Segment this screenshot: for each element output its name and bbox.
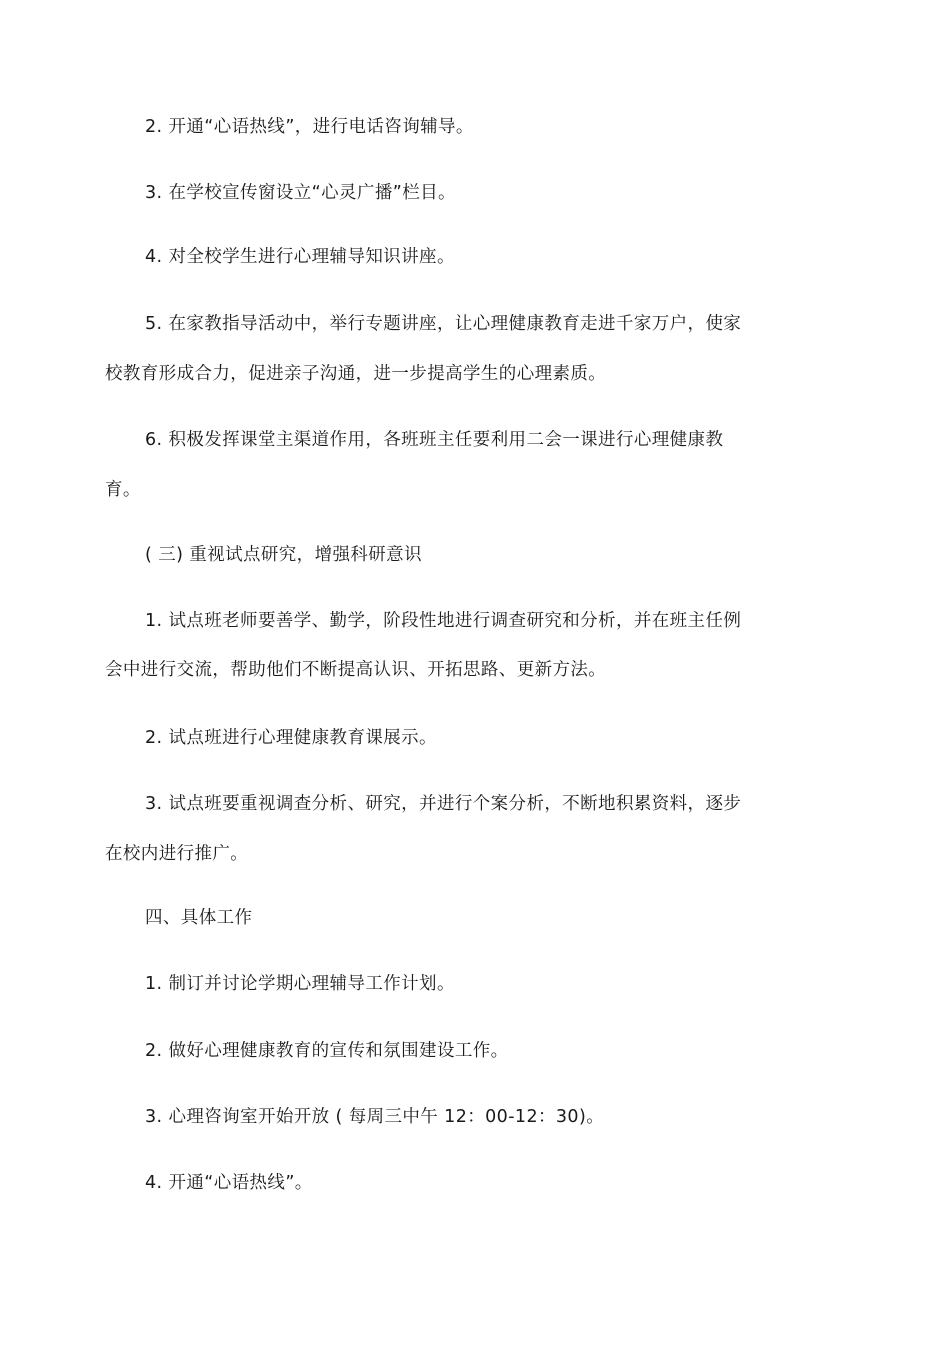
paragraph-line: 4. 开通“心语热线”。 — [145, 1173, 313, 1193]
paragraph-line: 1. 试点班老师要善学、勤学，阶段性地进行调查研究和分析，并在班主任例 — [145, 611, 742, 631]
paragraph-line: 1. 制订并讨论学期心理辅导工作计划。 — [145, 974, 455, 994]
paragraph-line: 2. 试点班进行心理健康教育课展示。 — [145, 728, 437, 748]
section-heading: 四、具体工作 — [145, 908, 253, 928]
paragraph-line: 2. 做好心理健康教育的宣传和氛围建设工作。 — [145, 1041, 509, 1061]
paragraph-line: 3. 心理咨询室开始开放 ( 每周三中午 12：00-12：30)。 — [145, 1107, 605, 1127]
paragraph-line: 会中进行交流，帮助他们不断提高认识、开拓思路、更新方法。 — [105, 660, 607, 680]
paragraph-line: 6. 积极发挥课堂主渠道作用，各班班主任要利用二会一课进行心理健康教 — [145, 430, 724, 450]
paragraph-line: 育。 — [105, 480, 141, 500]
section-heading: ( 三) 重视试点研究，增强科研意识 — [145, 545, 422, 565]
paragraph-line: 3. 试点班要重视调查分析、研究，并进行个案分析，不断地积累资料，逐步 — [145, 794, 742, 814]
paragraph-line: 校教育形成合力，促进亲子沟通，进一步提高学生的心理素质。 — [105, 364, 607, 384]
paragraph-line: 5. 在家教指导活动中，举行专题讲座，让心理健康教育走进千家万户，使家 — [145, 314, 742, 334]
paragraph-line: 2. 开通“心语热线”，进行电话咨询辅导。 — [145, 117, 474, 137]
paragraph-line: 4. 对全校学生进行心理辅导知识讲座。 — [145, 247, 455, 267]
paragraph-line: 在校内进行推广。 — [105, 844, 249, 864]
paragraph-line: 3. 在学校宣传窗设立“心灵广播”栏目。 — [145, 183, 456, 203]
